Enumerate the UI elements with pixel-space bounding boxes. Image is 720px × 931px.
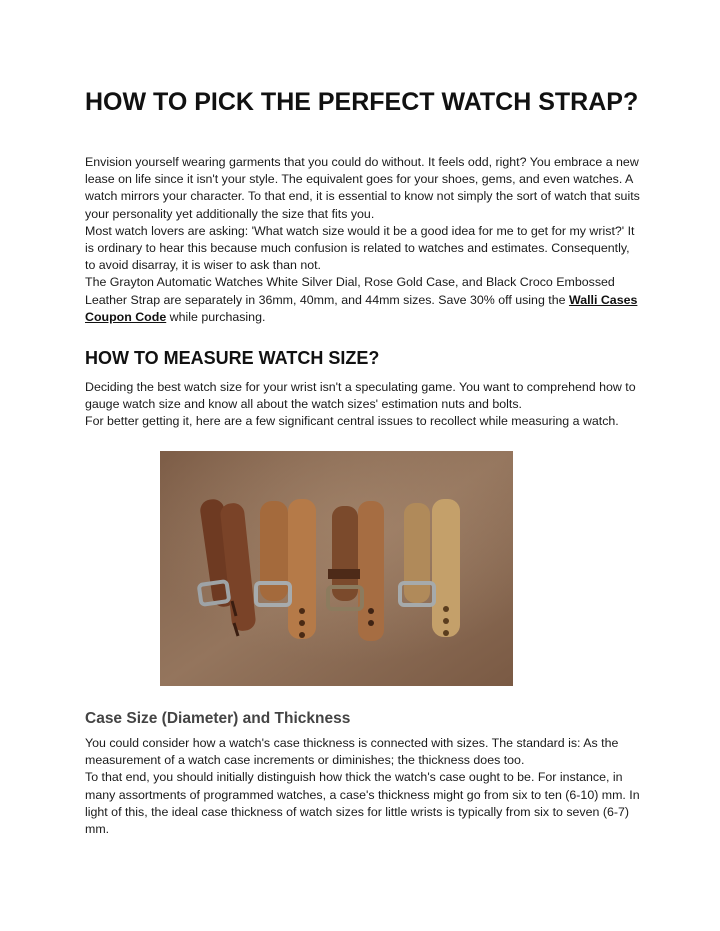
- coupon-code-link[interactable]: Walli Cases Coupon Code: [85, 292, 638, 324]
- intro-section: [85, 154, 640, 326]
- intro-paragraph-3-start: The Grayton Automatic Watches White Silver Dial, Rose Gold Case, and Black Croco Embossed Leather Strap are separately in 36mm, 40mm, and 44mm sizes. Save 30% off using the: [85, 275, 615, 307]
- intro-paragraph-3: [85, 274, 640, 326]
- measure-paragraph-2: For better getting it, here are a few significant central issues to recollect while measuring a watch.: [85, 414, 619, 429]
- measure-section: [85, 379, 640, 431]
- case-size-section: [85, 735, 640, 838]
- intro-paragraph-3-end: while purchasing.: [166, 309, 266, 324]
- intro-paragraph-2: Most watch lovers are asking: 'What watch size would it be a good idea for me to get for my wrist?' It is ordinary to hear this because much confusion is related to watches and estimates. Consequently, to avoid disarray, it is wiser to ask than not.: [85, 223, 635, 273]
- case-paragraph-2: To that end, you should initially distinguish how thick the watch's case ought to be. For instance, in many assortments of programmed watches, a case's thickness might go from six to ten (6-10) mm. In light of this, the ideal case thickness of watch sizes for little wrists is typically from six to seven (6-7) mm.: [85, 770, 640, 837]
- intro-paragraph-1: Envision yourself wearing garments that you could do without. It feels odd, right? You embrace a new lease on life since it isn't your style. The equivalent goes for your shoes, gems, and even watches. A watch mirrors your character. To that end, it is essential to know not simply the sort of watch that suits your personality yet additionally the size that fits you.: [85, 155, 640, 221]
- measure-heading: HOW TO MEASURE WATCH SIZE?: [85, 348, 380, 368]
- watch-straps-illustration: [160, 451, 513, 686]
- case-paragraph-1: You could consider how a watch's case thickness is connected with sizes. The standard is: As the measurement of a watch case increments or diminishes; the thickness does too.: [85, 736, 619, 768]
- watch-straps-photo: [160, 451, 513, 686]
- case-size-heading: Case Size (Diameter) and Thickness: [85, 710, 351, 727]
- measure-paragraph-1: Deciding the best watch size for your wrist isn't a speculating game. You want to comprehend how to gauge watch size and know all about the watch sizes' estimation nuts and bolts.: [85, 380, 636, 412]
- page-title: HOW TO PICK THE PERFECT WATCH STRAP?: [85, 88, 639, 116]
